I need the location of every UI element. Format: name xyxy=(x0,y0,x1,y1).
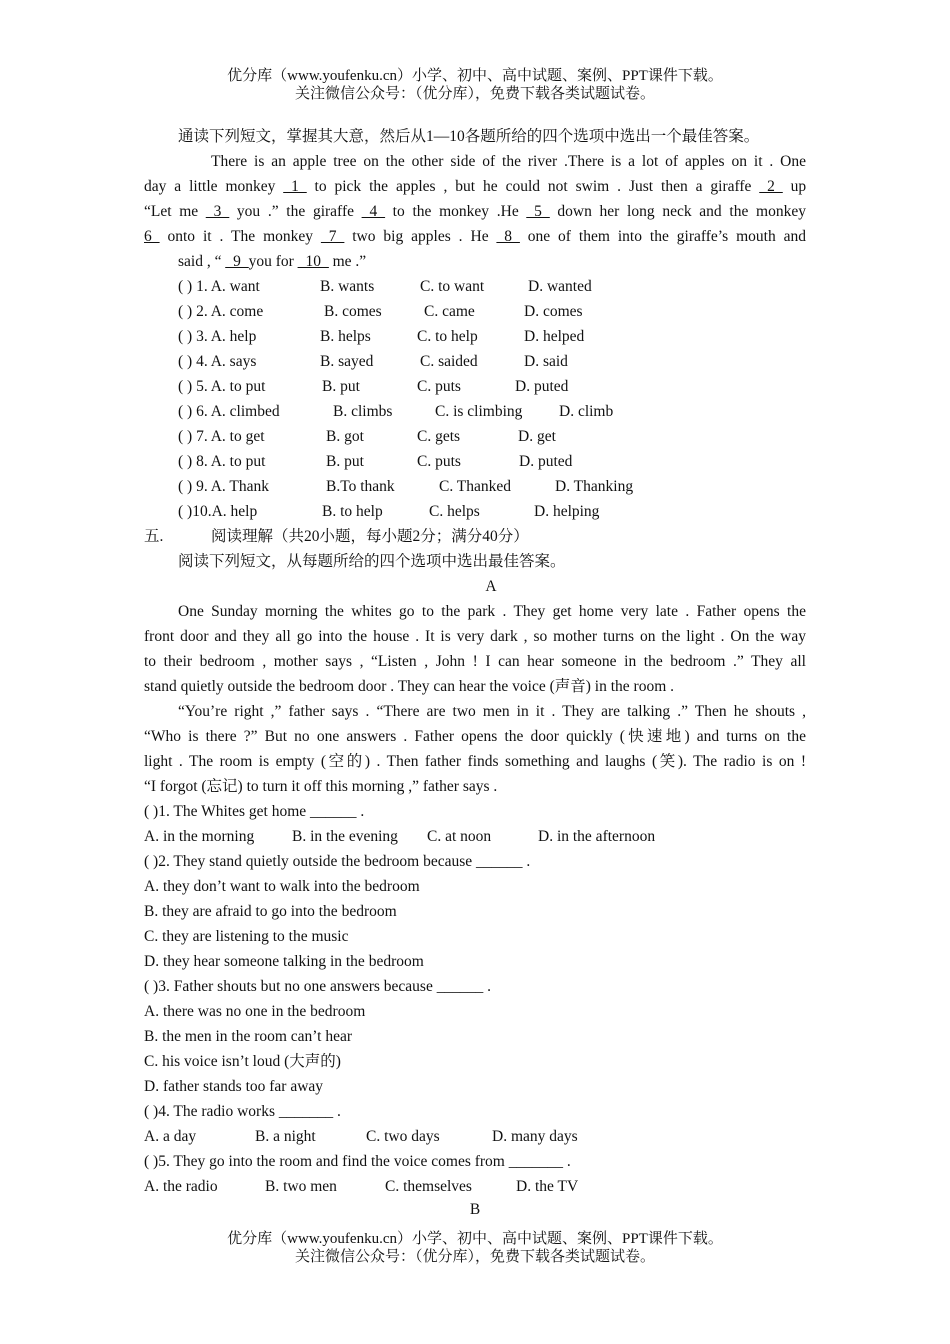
header-line-2: 关注微信公众号：（优分库），免费下载各类试题试卷。 xyxy=(294,86,655,102)
cloze-passage-line-2 xyxy=(144,174,806,199)
option-c: C. at noon xyxy=(427,828,492,845)
option-d: D. puted xyxy=(519,453,573,470)
cloze-instruction: 通读下列短文，掌握其大意，然后从1—10各题所给的四个选项中选出一个最佳答案。 xyxy=(178,128,760,145)
blank-6: 6_ xyxy=(144,228,160,245)
option-d: D. they hear someone talking in the bedroom xyxy=(144,953,424,970)
option-b: B. the men in the room can’t hear xyxy=(144,1028,353,1045)
reading-question-5: ( )5. They go into the room and find the voice comes from _______ . xyxy=(144,1153,571,1170)
option-d: D. climb xyxy=(559,403,614,420)
option-d: D. helped xyxy=(524,328,585,345)
passage-a-line: light . The room is empty (空的) . Then father finds something and laughs (笑). The radio is on ! xyxy=(144,753,806,770)
option-a: ( ) 3. A. help xyxy=(178,328,257,345)
blank-8: _8_ xyxy=(496,228,520,245)
blank-1: _1_ xyxy=(283,178,307,195)
passage-a-line: One Sunday morning the whites go to the park . They get home very late . Father opens the xyxy=(178,603,806,620)
option-a: A. they don’t want to walk into the bedroom xyxy=(144,878,420,895)
cloze-text: one of them into the giraffe’s mouth and xyxy=(527,228,807,245)
option-c: C. helps xyxy=(429,503,480,520)
option-a: ( ) 6. A. climbed xyxy=(178,403,280,420)
option-c: C. themselves xyxy=(385,1178,472,1195)
cloze-text: to pick the apples , but he could not swim . Just then a giraffe xyxy=(314,178,752,195)
option-a: ( )10.A. help xyxy=(178,503,258,520)
blank-2: _2_ xyxy=(759,178,783,195)
reading-instruction: 阅读下列短文，从每题所给的四个选项中选出最佳答案。 xyxy=(178,553,566,570)
option-d: D. Thanking xyxy=(555,478,634,495)
passage-a-label: A xyxy=(485,578,497,595)
section-title: 阅读理解（共20小题，每小题2分；满分40分） xyxy=(211,528,529,545)
option-b: B. put xyxy=(322,378,360,395)
blank-4: _4_ xyxy=(361,203,385,220)
blank-10: _10_ xyxy=(297,253,329,270)
option-d: D. the TV xyxy=(516,1178,579,1195)
cloze-text: two big apples . He xyxy=(352,228,489,245)
option-c: C. saided xyxy=(420,353,478,370)
reading-question-1: ( )1. The Whites get home ______ . xyxy=(144,803,365,820)
option-a: ( ) 7. A. to get xyxy=(178,428,265,445)
footer-line-2: 关注微信公众号：（优分库），免费下载各类试题试卷。 xyxy=(294,1249,655,1265)
blank-5: _5_ xyxy=(526,203,550,220)
option-c: C. puts xyxy=(417,378,461,395)
reading-question-2: ( )2. They stand quietly outside the bedroom because ______ . xyxy=(144,853,531,870)
option-b: B. a night xyxy=(255,1128,316,1145)
option-a: A. the radio xyxy=(144,1178,218,1195)
passage-a-line: “Who is there ?” But no one answers . Father opens the door quickly (快速地) and turns on the xyxy=(144,728,806,745)
cloze-passage-line-5 xyxy=(178,249,366,274)
blank-7: _7_ xyxy=(320,228,345,245)
option-b: B. got xyxy=(326,428,364,445)
option-b: B. wants xyxy=(320,278,375,295)
option-c: C. puts xyxy=(417,453,461,470)
cloze-text: “Let me xyxy=(144,203,199,220)
option-c: C. came xyxy=(424,303,475,320)
footer-line-1: 优分库（www.youfenku.cn）小学、初中、高中试题、案例、PPT课件下载。 xyxy=(227,1231,723,1247)
option-d: D. in the afternoon xyxy=(538,828,656,845)
option-c: C. is climbing xyxy=(435,403,523,420)
cloze-text: me .” xyxy=(332,253,367,270)
option-a: ( ) 2. A. come xyxy=(178,303,264,320)
cloze-text: up xyxy=(790,178,807,195)
blank-3: _3_ xyxy=(205,203,230,220)
option-a: ( ) 9. A. Thank xyxy=(178,478,269,495)
option-d: D. many days xyxy=(492,1128,578,1145)
option-c: C. gets xyxy=(417,428,461,445)
option-a: ( ) 4. A. says xyxy=(178,353,257,370)
reading-question-3: ( )3. Father shouts but no one answers because ______ . xyxy=(144,978,491,995)
cloze-text: you for xyxy=(248,253,294,270)
option-a: ( ) 5. A. to put xyxy=(178,378,266,395)
cloze-text: you .” the giraffe xyxy=(236,203,354,220)
option-b: B. climbs xyxy=(333,403,393,420)
cloze-passage-line-1: There is an apple tree on the other side of the river .There is a lot of apples on it . One xyxy=(211,153,806,170)
option-b: B.To thank xyxy=(326,478,395,495)
blank-9: _9_ xyxy=(225,253,249,270)
option-c: C. to help xyxy=(417,328,478,345)
passage-b-label: B xyxy=(469,1201,481,1218)
page-header xyxy=(0,67,950,103)
passage-a-line: to their bedroom , mother says , “Listen , John ! I can hear someone in the bedroom .” They all xyxy=(144,653,806,670)
option-c: C. his voice isn’t loud (大声的) xyxy=(144,1053,341,1070)
option-b: B. comes xyxy=(324,303,382,320)
option-b: B. two men xyxy=(265,1178,337,1195)
passage-a-line: stand quietly outside the bedroom door . They can hear the voice (声音) in the room . xyxy=(144,678,675,695)
cloze-passage-line-4 xyxy=(144,224,806,249)
option-d: D. comes xyxy=(524,303,583,320)
option-b: B. helps xyxy=(320,328,371,345)
option-b: B. they are afraid to go into the bedroom xyxy=(144,903,397,920)
option-d: D. get xyxy=(518,428,556,445)
option-b: B. to help xyxy=(322,503,383,520)
option-d: D. wanted xyxy=(528,278,592,295)
option-b: B. in the evening xyxy=(292,828,398,845)
page-footer xyxy=(0,1230,950,1266)
option-b: B. put xyxy=(326,453,364,470)
passage-a-line: “You’re right ,” father says . “There are two men in it . They are talking .” Then he shouts , xyxy=(178,703,806,720)
option-a: A. there was no one in the bedroom xyxy=(144,1003,366,1020)
section-number: 五. xyxy=(144,528,164,545)
header-line-1: 优分库（www.youfenku.cn）小学、初中、高中试题、案例、PPT课件下载。 xyxy=(227,68,723,84)
cloze-text: to the monkey .He xyxy=(392,203,519,220)
cloze-text: onto it . The monkey xyxy=(167,228,314,245)
option-d: D. helping xyxy=(534,503,600,520)
option-a: A. a day xyxy=(144,1128,197,1145)
option-d: D. puted xyxy=(515,378,569,395)
passage-a-line: “I forgot (忘记) to turn it off this morning ,” father says . xyxy=(144,778,498,795)
option-a: ( ) 1. A. want xyxy=(178,278,260,295)
cloze-text: down her long neck and the monkey xyxy=(557,203,806,220)
option-d: D. said xyxy=(524,353,568,370)
option-c: C. to want xyxy=(420,278,485,295)
cloze-passage-line-3 xyxy=(144,199,806,224)
option-a: A. in the morning xyxy=(144,828,255,845)
option-c: C. Thanked xyxy=(439,478,512,495)
option-c: C. they are listening to the music xyxy=(144,928,349,945)
cloze-text: said , “ xyxy=(178,253,222,270)
option-d: D. father stands too far away xyxy=(144,1078,324,1095)
reading-question-4: ( )4. The radio works _______ . xyxy=(144,1103,341,1120)
option-a: ( ) 8. A. to put xyxy=(178,453,266,470)
option-b: B. sayed xyxy=(320,353,374,370)
cloze-text: day a little monkey xyxy=(144,178,276,195)
passage-a-line: front door and they all go into the house . It is very dark , so mother turns on the light . On the way xyxy=(144,628,806,645)
option-c: C. two days xyxy=(366,1128,440,1145)
